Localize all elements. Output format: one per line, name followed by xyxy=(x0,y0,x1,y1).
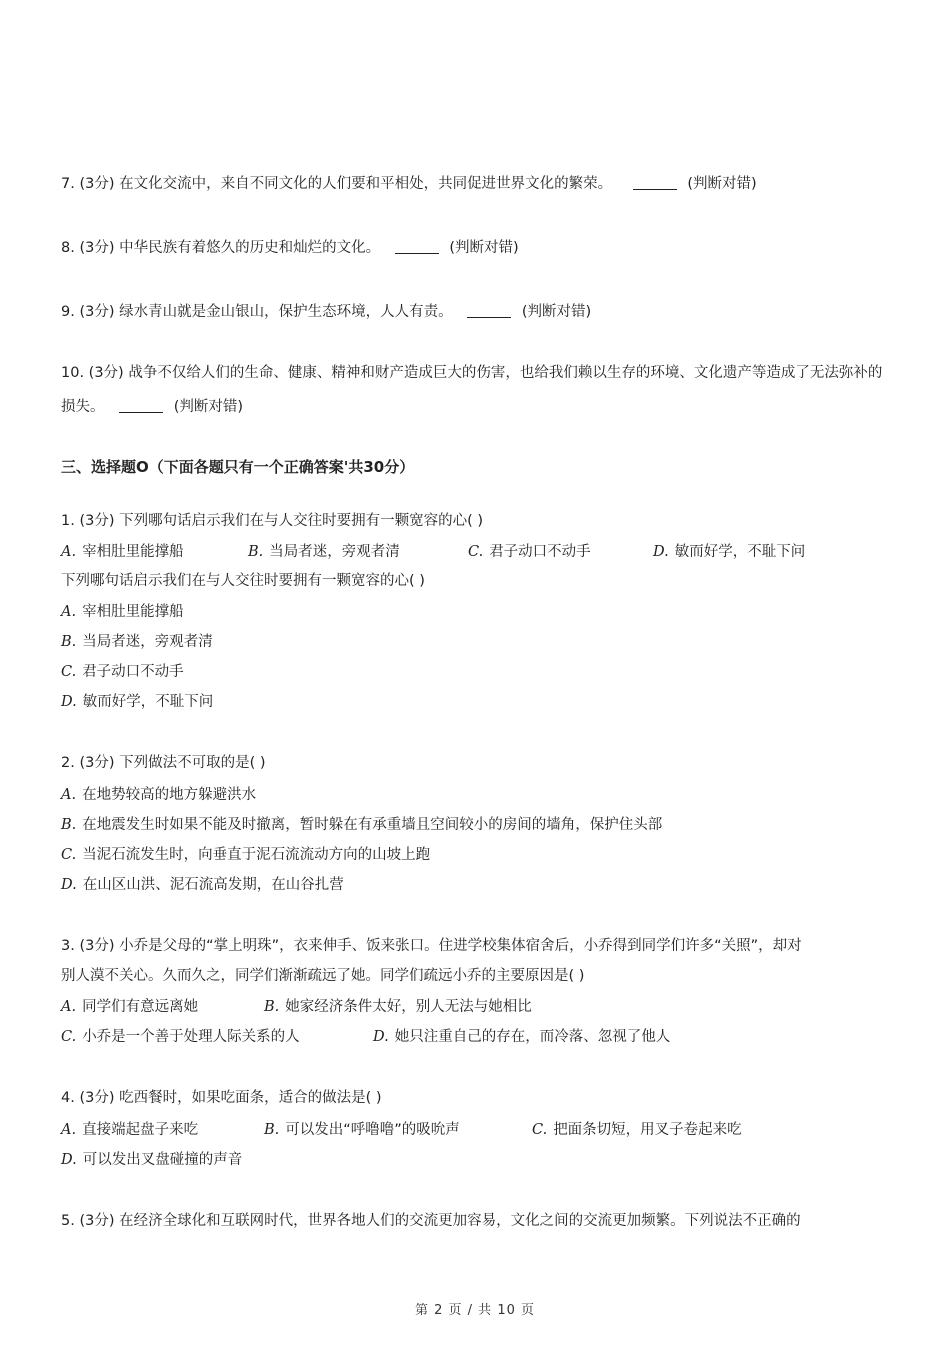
item-tag: (判断对错) xyxy=(449,240,519,256)
judge-item-10 xyxy=(61,356,891,424)
judge-item-9 xyxy=(61,302,591,322)
option-d[interactable]: D. 她只注重自己的存在，而冷落、忽视了他人 xyxy=(373,1029,671,1045)
question-1-repeat-stem: 下列哪句话启示我们在与人交往时要拥有一颗宽容的心( ) xyxy=(61,573,425,589)
option-a[interactable]: A. 同学们有意远离她 xyxy=(61,999,199,1015)
question-3-options-row-1 xyxy=(61,997,532,1017)
option-c[interactable]: C. 君子动口不动手 xyxy=(468,544,591,560)
question-1-option-c[interactable]: C. 君子动口不动手 xyxy=(61,664,184,680)
item-number: 9. xyxy=(61,304,75,320)
question-1-option-b[interactable]: B. 当局者迷，旁观者清 xyxy=(61,634,213,650)
question-2-option-b[interactable]: B. 在地震发生时如果不能及时撤离，暂时躲在有承重墙且空间较小的房间的墙角，保护住头部 xyxy=(61,817,663,833)
page-footer: 第 2 页 / 共 10 页 xyxy=(415,1303,535,1318)
item-text: 战争不仅给人们的生命、健康、精神和财产造成巨大的伤害，也给我们赖以生存的环境、文化遗产等造成了无法弥补的损失。 xyxy=(61,365,883,415)
item-tag: (判断对错) xyxy=(521,304,592,320)
question-2-stem: 2. (3分) 下列做法不可取的是( ) xyxy=(61,755,266,771)
question-1-option-d[interactable]: D. 敏而好学，不耻下问 xyxy=(61,694,214,710)
option-a[interactable]: A. 宰相肚里能撑船 xyxy=(61,544,184,560)
item-score: (3分) xyxy=(79,304,115,320)
item-number: 10. xyxy=(61,365,85,381)
question-4-option-d[interactable]: D. 可以发出叉盘碰撞的声音 xyxy=(61,1152,243,1168)
item-text: 绿水青山就是金山银山，保护生态环境，人人有责。 xyxy=(119,304,453,320)
question-4-options-row xyxy=(61,1120,742,1140)
item-tag: (判断对错) xyxy=(687,176,757,192)
option-b[interactable]: B. 可以发出“呼噜噜”的吸吮声 xyxy=(264,1122,460,1138)
answer-blank[interactable] xyxy=(467,317,511,318)
item-text: 中华民族有着悠久的历史和灿烂的文化。 xyxy=(119,240,381,256)
option-d[interactable]: D. 敏而好学，不耻下问 xyxy=(653,544,806,560)
question-4-stem: 4. (3分) 吃西餐时，如果吃面条，适合的做法是( ) xyxy=(61,1090,382,1106)
item-tag: (判断对错) xyxy=(173,399,244,415)
section-heading: 三、选择题O（下面各题只有一个正确答案'共30分） xyxy=(61,458,415,476)
answer-blank[interactable] xyxy=(395,253,439,254)
judge-item-7 xyxy=(61,174,757,194)
question-2-option-a[interactable]: A. 在地势较高的地方躲避洪水 xyxy=(61,787,257,803)
question-3-stem-line-2: 别人漠不关心。久而久之，同学们渐渐疏远了她。同学们疏远小乔的主要原因是( ) xyxy=(61,968,585,984)
option-a[interactable]: A. 直接端起盘子来吃 xyxy=(61,1122,199,1138)
option-c[interactable]: C. 小乔是一个善于处理人际关系的人 xyxy=(61,1029,300,1045)
question-2-option-d[interactable]: D. 在山区山洪、泥石流高发期，在山谷扎营 xyxy=(61,877,344,893)
item-score: (3分) xyxy=(79,176,115,192)
question-2-option-c[interactable]: C. 当泥石流发生时，向垂直于泥石流流动方向的山坡上跑 xyxy=(61,847,431,863)
option-b[interactable]: B. 当局者迷，旁观者清 xyxy=(248,544,400,560)
question-1-option-a[interactable]: A. 宰相肚里能撑船 xyxy=(61,604,184,620)
question-3-options-row-2 xyxy=(61,1027,670,1047)
question-1-stem: 1. (3分) 下列哪句话启示我们在与人交往时要拥有一颗宽容的心( ) xyxy=(61,513,484,529)
item-number: 7. xyxy=(61,176,75,192)
question-5-stem: 5. (3分) 在经济全球化和互联网时代，世界各地人们的交流更加容易，文化之间的交流更加频繁。下列说法不正确的 xyxy=(61,1213,801,1229)
item-text: 在文化交流中，来自不同文化的人们要和平相处，共同促进世界文化的繁荣。 xyxy=(119,176,613,192)
option-b[interactable]: B. 她家经济条件太好，别人无法与她相比 xyxy=(264,999,532,1015)
answer-blank[interactable] xyxy=(633,189,677,190)
question-3-stem-line-1: 3. (3分) 小乔是父母的“掌上明珠”，衣来伸手、饭来张口。住进学校集体宿舍后，小乔得到同学们许多“关照”，却对 xyxy=(61,938,802,954)
option-c[interactable]: C. 把面条切短，用叉子卷起来吃 xyxy=(532,1122,742,1138)
item-score: (3分) xyxy=(79,240,115,256)
judge-item-8 xyxy=(61,238,519,258)
item-number: 8. xyxy=(61,240,75,256)
answer-blank[interactable] xyxy=(119,412,163,413)
question-1-options-row xyxy=(61,542,805,562)
item-score: (3分) xyxy=(88,365,124,381)
